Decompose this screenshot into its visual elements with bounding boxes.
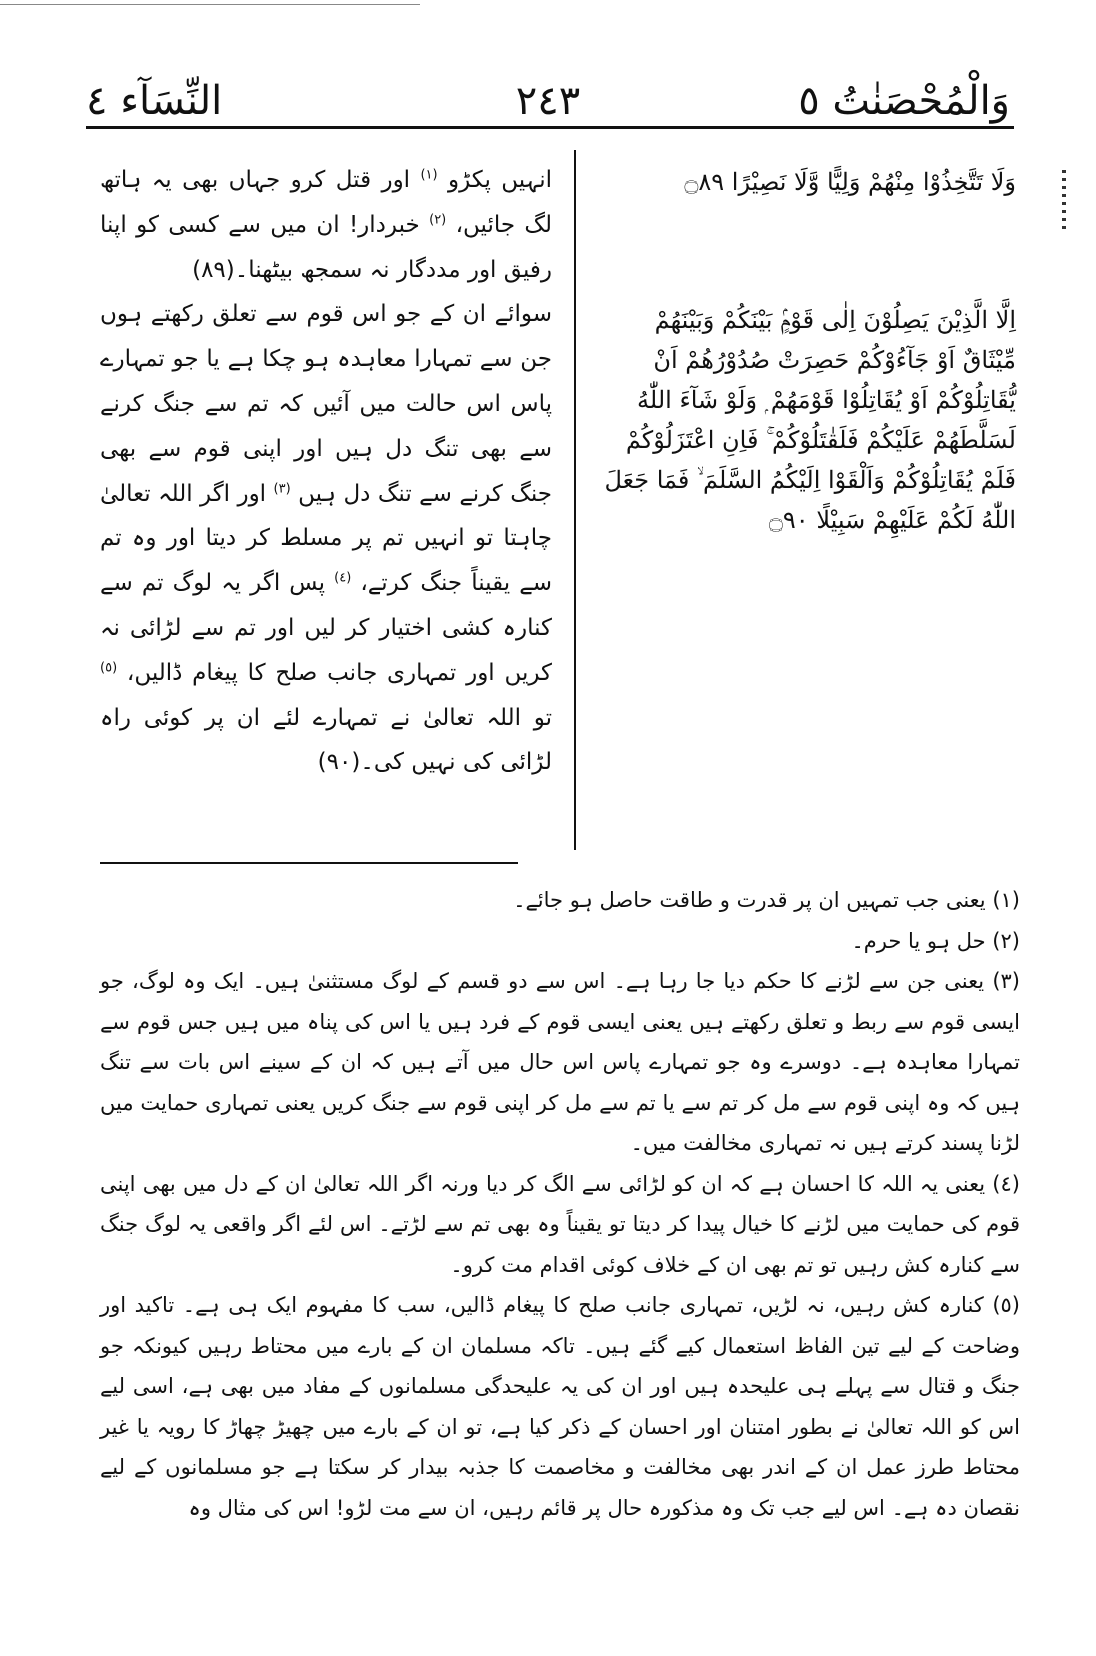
header-rule (86, 126, 1014, 129)
page-header (86, 78, 1010, 128)
margin-marks (1062, 170, 1066, 230)
page-number: ٢٤٣ (515, 78, 581, 124)
arabic-text-column (596, 162, 1016, 540)
translation-text: اور قتل کرو جہاں بھی یہ ہاتھ لگ جائیں، (100, 167, 552, 238)
footnote-ref: (١) (420, 167, 438, 183)
translation-text: پس اگر یہ لوگ تم سے کنارہ کشی اختیار کر لیں اور تم سے لڑائی نہ کریں اور تمہاری جانب صلح کا پیغام ڈالیں، (100, 570, 553, 686)
column-divider (574, 150, 576, 850)
translation-column (100, 158, 552, 785)
translation-text: تو اللہ تعالیٰ نے تمہارے لئے ان پر کوئی راہ لڑائی کی نہیں کی۔(٩٠) (100, 704, 552, 776)
footnotes-section (100, 880, 1020, 1528)
footnote-separator (100, 862, 518, 864)
arabic-verse-90: اِلَّا الَّذِيْنَ يَصِلُوْنَ اِلٰى قَوْمٍۢ بَيْنَكُمْ وَبَيْنَهُمْ مِّيْثَاقٌ اَوْ جَآءُوْكُمْ حَصِرَتْ صُدُوْرُهُمْ اَنْ يُّقَاتِلُوْكُمْ اَوْ يُقَاتِلُوْا قَوْمَهُمْ ۭ وَلَوْ شَآءَ اللّٰهُ لَسَلَّطَهُمْ عَلَيْكُمْ فَلَقٰتَلُوْكُمْ ۚ فَاِنِ اعْتَزَلُوْكُمْ فَلَمْ يُقَاتِلُوْكُمْ وَاَلْقَوْا اِلَيْكُمُ السَّلَمَ ۙ فَمَا جَعَلَ اللّٰهُ لَكُمْ عَلَيْهِمْ سَبِيْلًا ۝٩٠ (604, 306, 1016, 534)
footnote-1: (١) یعنی جب تمہیں ان پر قدرت و طاقت حاصل ہو جائے۔ (513, 888, 1020, 912)
translation-verse-89 (100, 158, 552, 292)
footnote-ref: (٢) (429, 212, 447, 228)
top-edge-rule (0, 4, 420, 5)
translation-text: خبردار! ان میں سے کسی کو اپنا رفیق اور مددگار نہ سمجھ بیٹھنا۔(٨٩) (100, 211, 552, 283)
surah-title: النِّسَآء ٤ (86, 78, 223, 124)
footnote-5: (٥) کنارہ کش رہیں، نہ لڑیں، تمہاری جانب صلح کا پیغام ڈالیں، سب کا مفہوم ایک ہی ہے۔ تاکید اور وضاحت کے لیے تین الفاظ استعمال کیے گئے ہیں۔ تاکہ مسلمان ان کے بارے میں محتاط رہیں کیونکہ جو جنگ و قتال سے پہلے ہی علیحدہ ہیں اور ان کی یہ علیحدگی مسلمانوں کے مفاد میں بھی ہے، اسی لیے اس کو اللہ تعالیٰ نے بطور امتنان اور احسان کے ذکر کیا ہے، تو ان کے بارے میں چھیڑ چھاڑ کا رویہ یا غیر محتاط طرز عمل ان کے اندر بھی مخالفت و مخاصمت کا جذبہ بیدار کر سکتا ہے جو مسلمانوں کے لیے نقصان دہ ہے۔ اس لیے جب تک وہ مذکورہ حال پر قائم رہیں، ان سے مت لڑو! اس کی مثال وہ (100, 1293, 1020, 1520)
footnote-ref: (٣) (273, 480, 291, 496)
footnote-3: (٣) یعنی جن سے لڑنے کا حکم دیا جا رہا ہے۔ اس سے دو قسم کے لوگ مستثنیٰ ہیں۔ ایک وہ لوگ، جو ایسی قوم سے ربط و تعلق رکھتے ہیں یعنی ایسی قوم کے فرد ہیں یا اس کی پناہ میں ہیں جس قوم سے تمہارا معاہدہ ہے۔ دوسرے وہ جو تمہارے پاس اس حال میں آتے ہیں کہ ان کے سینے اس بات سے تنگ ہیں کہ وہ اپنی قوم سے مل کر تم سے یا تم سے مل کر اپنی قوم سے جنگ کریں یعنی تمہاری حمایت میں لڑنا پسند کرتے ہیں نہ تمہاری مخالفت میں۔ (100, 969, 1020, 1155)
footnote-4: (٤) یعنی یہ اللہ کا احسان ہے کہ ان کو لڑائی سے الگ کر دیا ورنہ اگر اللہ تعالیٰ ان کے دل میں بھی اپنی قوم کی حمایت میں لڑنے کا خیال پیدا کر دیتا تو یقیناً وہ بھی تم سے لڑتے۔ اس لئے اگر واقعی یہ لوگ جنگ سے کنارہ کش رہیں تو تم بھی ان کے خلاف کوئی اقدام مت کرو۔ (100, 1171, 1020, 1277)
footnote-2: (٢) حل ہو یا حرم۔ (851, 928, 1020, 953)
translation-verse-90 (100, 292, 552, 785)
juz-title: وَالْمُحْصَنٰتُ ٥ (798, 78, 1010, 124)
footnote-ref: (٤) (334, 570, 352, 586)
arabic-verse-89: وَلَا تَتَّخِذُوْا مِنْهُمْ وَلِيًّا وَّلَا نَصِيْرًا ۝٨٩ (684, 168, 1016, 196)
translation-text: اور اگر اللہ تعالیٰ چاہتا تو انہیں تم پر مسلط کر دیتا اور وہ تم سے یقیناً جنگ کرتے، (100, 480, 552, 597)
translation-text: انہیں پکڑو (448, 167, 553, 193)
footnote-ref: (٥) (100, 660, 118, 676)
translation-text: سوائے ان کے جو اس قوم سے تعلق رکھتے ہوں جن سے تمہارا معاہدہ ہو چکا ہے یا جو تمہارے پاس اس حالت میں آئیں کہ تم سے جنگ کرنے سے بھی تنگ دل ہیں اور اپنی قوم سے بھی جنگ کرنے سے تنگ دل ہیں (100, 301, 553, 507)
